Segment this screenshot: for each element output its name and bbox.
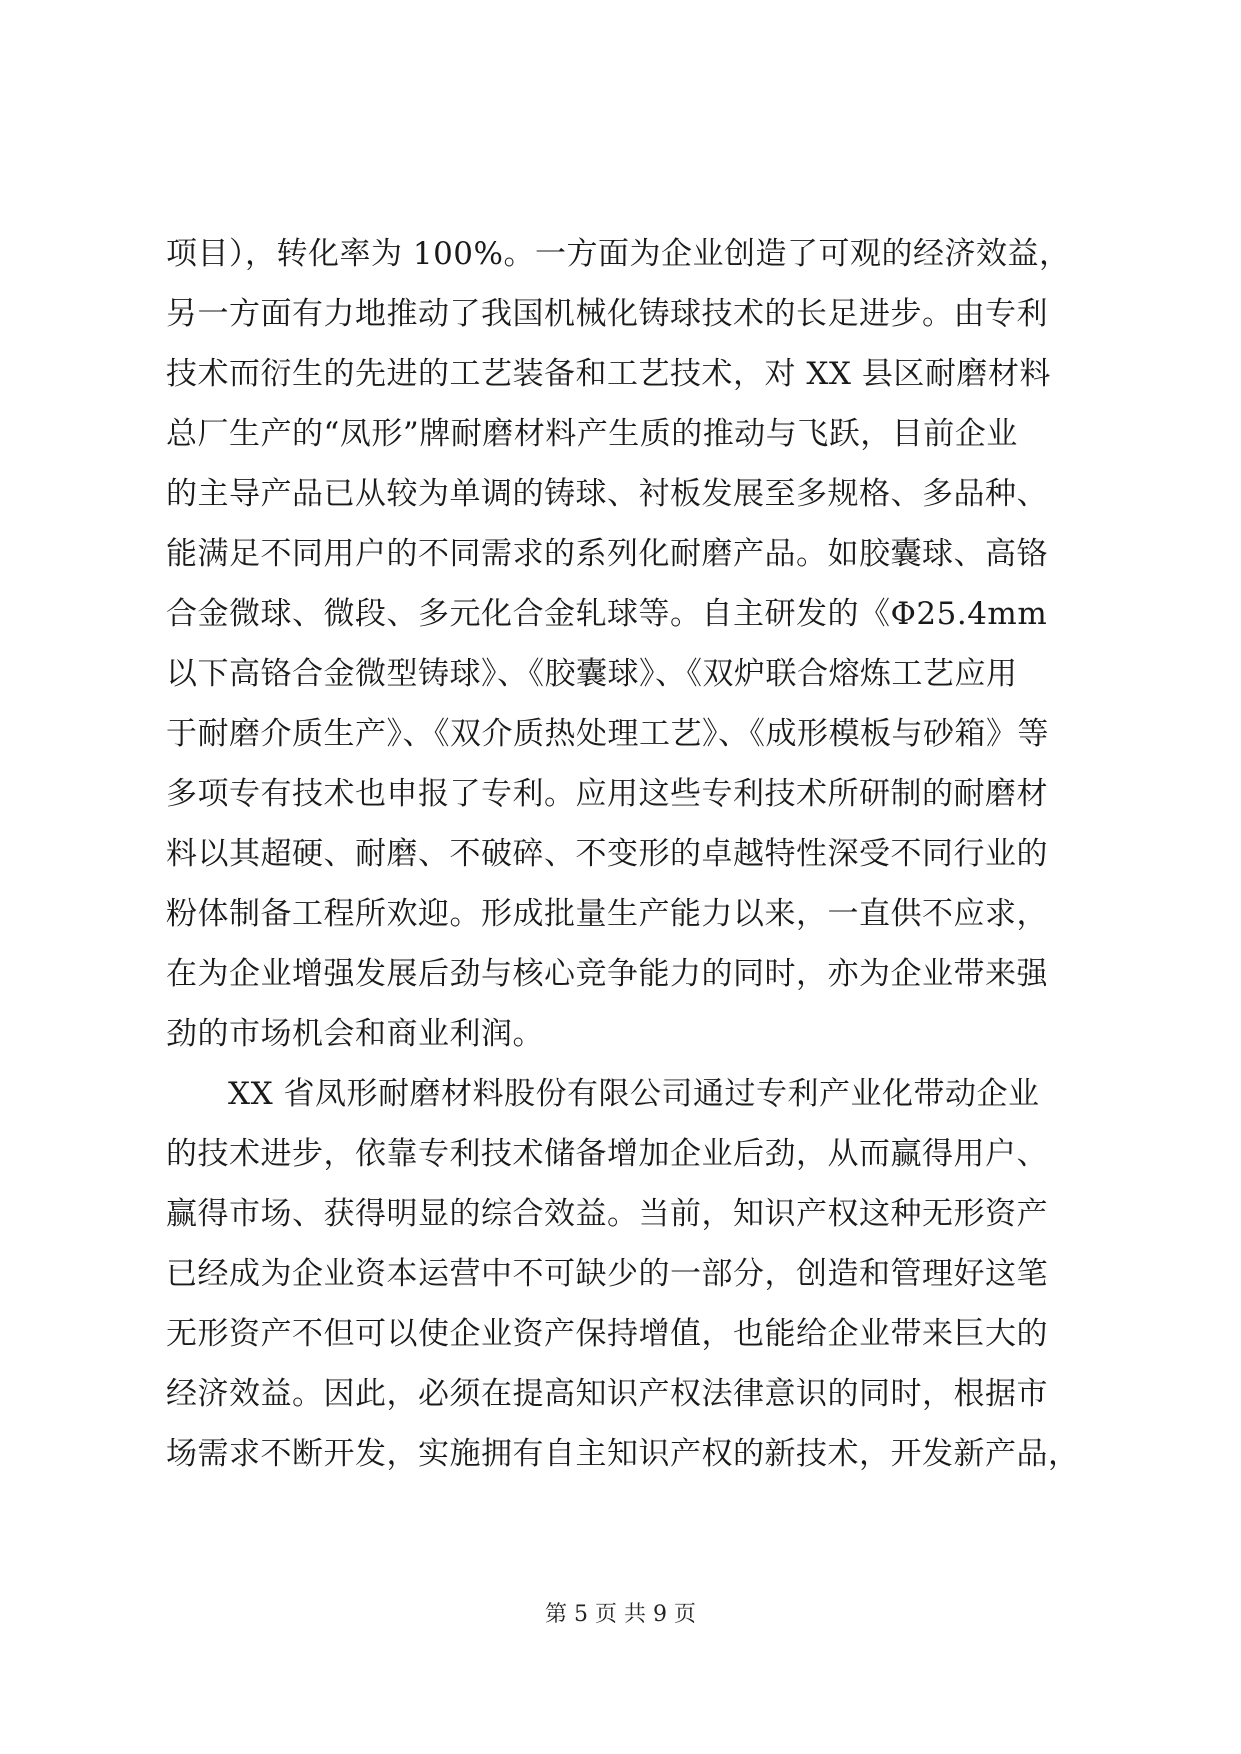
text-line: XX 省凤形耐磨材料股份有限公司通过专利产业化带动企业 xyxy=(228,1076,1040,1112)
text-line: 的技术进步，依靠专利技术储备增加企业后劲，从而赢得用户、 xyxy=(166,1136,1048,1172)
paragraph-2 xyxy=(166,1064,1086,1484)
text-line: 粉体制备工程所欢迎。形成批量生产能力以来，一直供不应求， xyxy=(166,896,1048,932)
text-line: 以下高铬合金微型铸球》、《胶囊球》、《双炉联合熔炼工艺应用 xyxy=(166,656,1018,692)
text-line: 合金微球、微段、多元化合金轧球等。自主研发的《Φ25.4mm xyxy=(166,596,1048,632)
page-number-footer: 第 5 页 共 9 页 xyxy=(545,1602,696,1627)
text-line: 另一方面有力地推动了我国机械化铸球技术的长足进步。由专利 xyxy=(166,296,1048,332)
text-line: 总厂生产的“凤形”牌耐磨材料产生质的推动与飞跃，目前企业 xyxy=(166,416,1018,452)
text-line: 于耐磨介质生产》、《双介质热处理工艺》、《成形模板与砂箱》等 xyxy=(166,716,1049,752)
paragraph-1 xyxy=(166,224,1086,1064)
document-body xyxy=(166,224,1086,1484)
text-line: 无形资产不但可以使企业资产保持增值，也能给企业带来巨大的 xyxy=(166,1316,1048,1352)
text-line: 的主导产品已从较为单调的铸球、衬板发展至多规格、多品种、 xyxy=(166,476,1048,512)
text-line: 赢得市场、获得明显的综合效益。当前，知识产权这种无形资产 xyxy=(166,1196,1048,1232)
text-line: 技术而衍生的先进的工艺装备和工艺技术，对 XX 县区耐磨材料 xyxy=(166,356,1051,392)
text-line: 料以其超硬、耐磨、不破碎、不变形的卓越特性深受不同行业的 xyxy=(166,836,1048,872)
text-line: 场需求不断开发，实施拥有自主知识产权的新技术，开发新产品， xyxy=(166,1436,1080,1472)
text-line: 多项专有技术也申报了专利。应用这些专利技术所研制的耐磨材 xyxy=(166,776,1048,812)
text-line: 劲的市场机会和商业利润。 xyxy=(166,1016,544,1052)
text-line: 经济效益。因此，必须在提高知识产权法律意识的同时，根据市 xyxy=(166,1376,1048,1412)
text-line: 项目），转化率为 100%。一方面为企业创造了可观的经济效益， xyxy=(166,236,1071,272)
text-line: 能满足不同用户的不同需求的系列化耐磨产品。如胶囊球、高铬 xyxy=(166,536,1048,572)
text-line: 已经成为企业资本运营中不可缺少的一部分，创造和管理好这笔 xyxy=(166,1256,1048,1292)
text-line: 在为企业增强发展后劲与核心竞争能力的同时，亦为企业带来强 xyxy=(166,956,1048,992)
